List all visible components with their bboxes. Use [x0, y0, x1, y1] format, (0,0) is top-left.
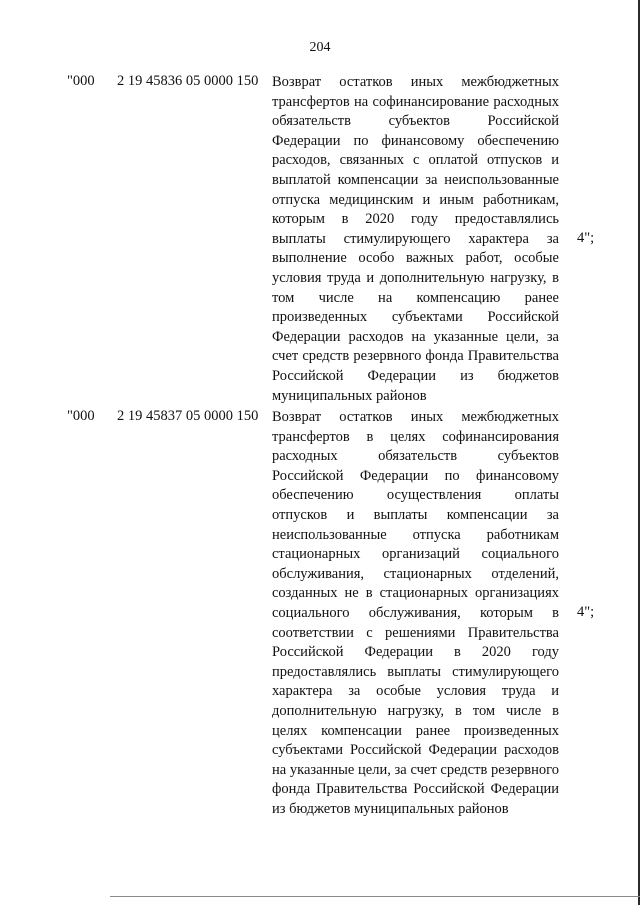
page-number: 204 [309, 40, 331, 55]
description-line: обеспечению осуществления оплаты [272, 487, 559, 504]
description-line: произведенных субъектами Российской [272, 309, 559, 326]
description-line: выполнение особо важных работ, особые [272, 250, 559, 267]
code-prefix: "000 [67, 408, 95, 424]
description-line: отпуска медицинским и иным работникам, [272, 191, 559, 208]
description-line: социального обслуживания, которым в [272, 604, 559, 621]
description-line: субъектами Российской Федерации расходов [272, 742, 559, 759]
entry-description [272, 408, 559, 819]
description-line: трансфертов в целях софинансирования [272, 428, 559, 445]
description-line: Возврат остатков иных межбюджетных [272, 409, 559, 425]
description-line: обязательств субъектов Российской [272, 113, 559, 130]
description-line: Российской Федерации в 2020 году [272, 644, 559, 661]
description-line: Российской Федерации по финансовому [272, 467, 559, 484]
budget-classification-code: 2 19 45837 05 0000 150 [117, 408, 259, 424]
description-line: которым в 2020 году предоставлялись [272, 211, 559, 228]
description-line: стационарных организаций социального [272, 546, 559, 563]
description-line: том числе на компенсацию ранее [272, 289, 559, 306]
budget-classification-code: 2 19 45836 05 0000 150 [117, 73, 259, 89]
entry-suffix: 4"; [577, 604, 595, 620]
description-line: дополнительную нагрузку, в том числе в [272, 702, 559, 719]
description-line: трансфертов на софинансирование расходных [272, 93, 559, 110]
entry-description [272, 73, 559, 406]
description-line: фонда Правительства Российской Федерации [272, 781, 559, 798]
description-line: расходных обязательств субъектов [272, 448, 559, 465]
description-line: созданных не в стационарных организациях [272, 585, 559, 602]
description-line: обслуживания, стационарных отделений, [272, 565, 559, 582]
description-line: условия труда и дополнительную нагрузку, в [272, 269, 559, 286]
description-line: характера за особые условия труда и [272, 683, 559, 700]
description-line: на указанные цели, за счет средств резервного [272, 761, 559, 778]
description-line: выплатой компенсации за неиспользованные [272, 171, 559, 188]
description-line: предоставлялись выплаты стимулирующего [272, 663, 559, 680]
code-prefix: "000 [67, 73, 95, 89]
scan-edge-bottom [110, 896, 640, 897]
description-line: целях компенсации ранее произведенных [272, 722, 559, 739]
description-line: отпусков и выплаты компенсации за [272, 506, 559, 523]
description-line: Федерации расходов на указанные цели, за [272, 328, 559, 345]
description-line: расходов, связанных с оплатой отпусков и [272, 152, 559, 169]
description-line: муниципальных районов [272, 387, 427, 404]
description-line: Российской Федерации из бюджетов [272, 367, 559, 384]
description-line: соответствии с решениями Правительства [272, 624, 559, 641]
description-line: выплаты стимулирующего характера за [272, 230, 559, 247]
description-line: Возврат остатков иных межбюджетных [272, 74, 559, 90]
entry-suffix: 4"; [577, 230, 595, 246]
description-line: счет средств резервного фонда Правительства [272, 348, 559, 365]
description-line: неиспользованные отпуска работникам [272, 526, 559, 543]
description-line: из бюджетов муниципальных районов [272, 800, 509, 817]
description-line: Федерации по финансовому обеспечению [272, 132, 559, 149]
